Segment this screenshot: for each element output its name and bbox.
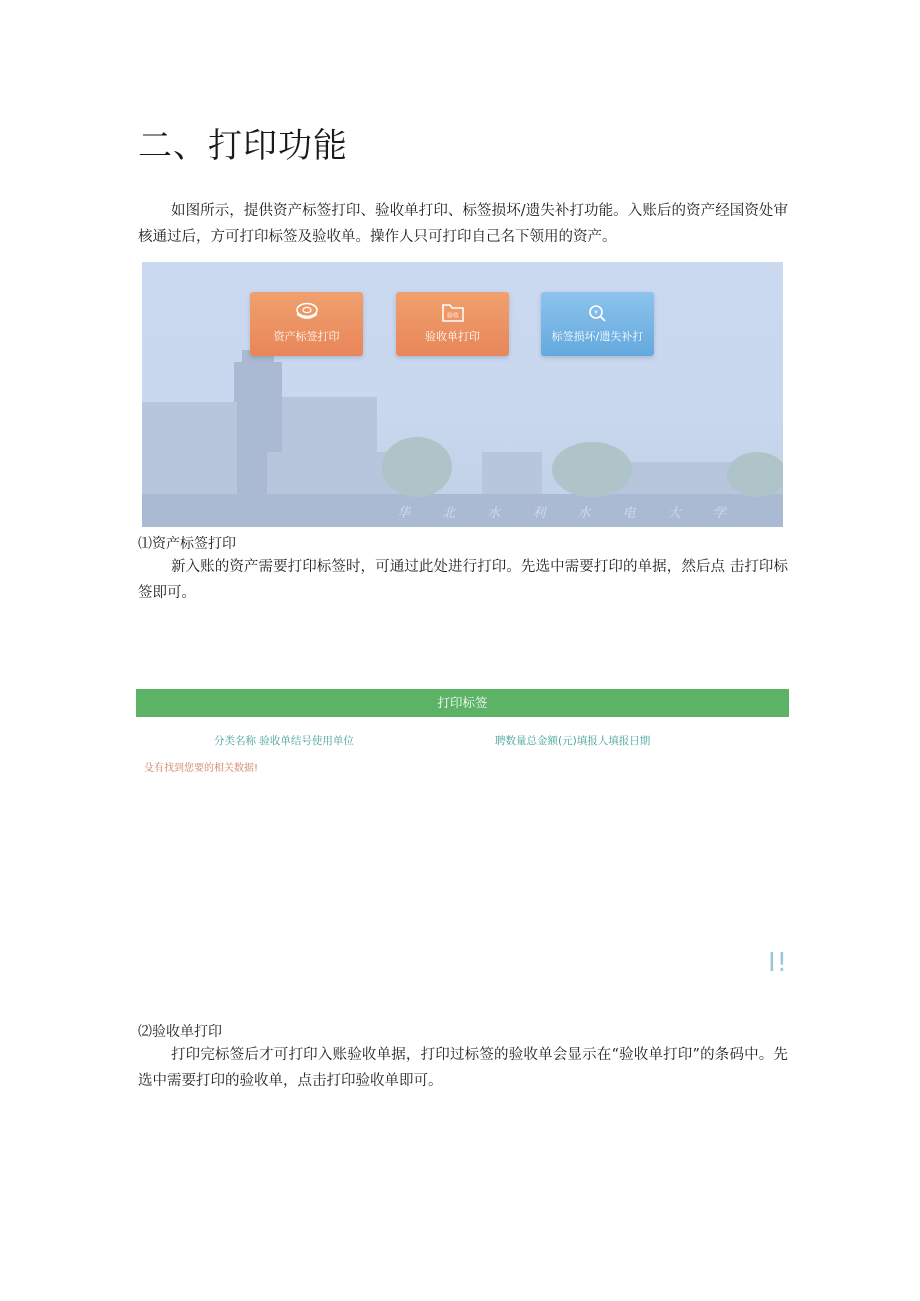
table-columns-left: 分类名称 验收单结号使用单位 [214,735,354,747]
section1-body: 新入账的资产需要打印标签时，可通过此处进行打印。先选中需要打印的单据，然后点 击打印标签即可。 [138,559,788,601]
print-menu-screenshot [142,262,783,527]
tile-label: 标签损坏/遗失补打 [551,330,644,343]
receipt-print-tile[interactable] [396,292,509,356]
table-columns-right: 聘数量总金额(元)填报人填报日期 [495,735,651,747]
section2-title: ⑵验收单打印 [138,1025,222,1040]
search-icon [585,302,611,324]
tile-icon-text: 验收 [446,312,459,320]
section1-title: ⑴资产标签打印 [138,537,236,552]
label-reprint-tile[interactable] [541,292,654,356]
svg-text:¥: ¥ [593,309,598,317]
print-label-button[interactable]: 打印标签 [136,689,789,717]
section2-body: 打印完标签后才可打印入账验收单据，打印过标签的验收单会显示在“验收单打印”的条码中。先选中需要打印的验收单，点击打印验收单即可。 [138,1047,788,1089]
tile-label: 验收单打印 [425,330,480,343]
asset-label-print-tile[interactable] [250,292,363,356]
intro-paragraph: 如图所示，提供资产标签打印、验收单打印、标签损坏/遗失补打功能。入账后的资产经国资处审核通过后，方可打印标签及验收单。操作人只可打印自己名下领用的资产。 [138,203,788,245]
empty-message: 殳有找到您要的相关数据! [144,763,259,774]
campus-watermark: 华 北 水 利 水 电 大 学 [397,506,740,521]
page-heading: 二、打印功能 [138,126,348,166]
tile-label: 资产标签打印 [273,330,340,343]
corner-mark: I! [768,948,789,978]
folder-check-icon [440,302,466,324]
coin-stack-icon [294,302,320,324]
